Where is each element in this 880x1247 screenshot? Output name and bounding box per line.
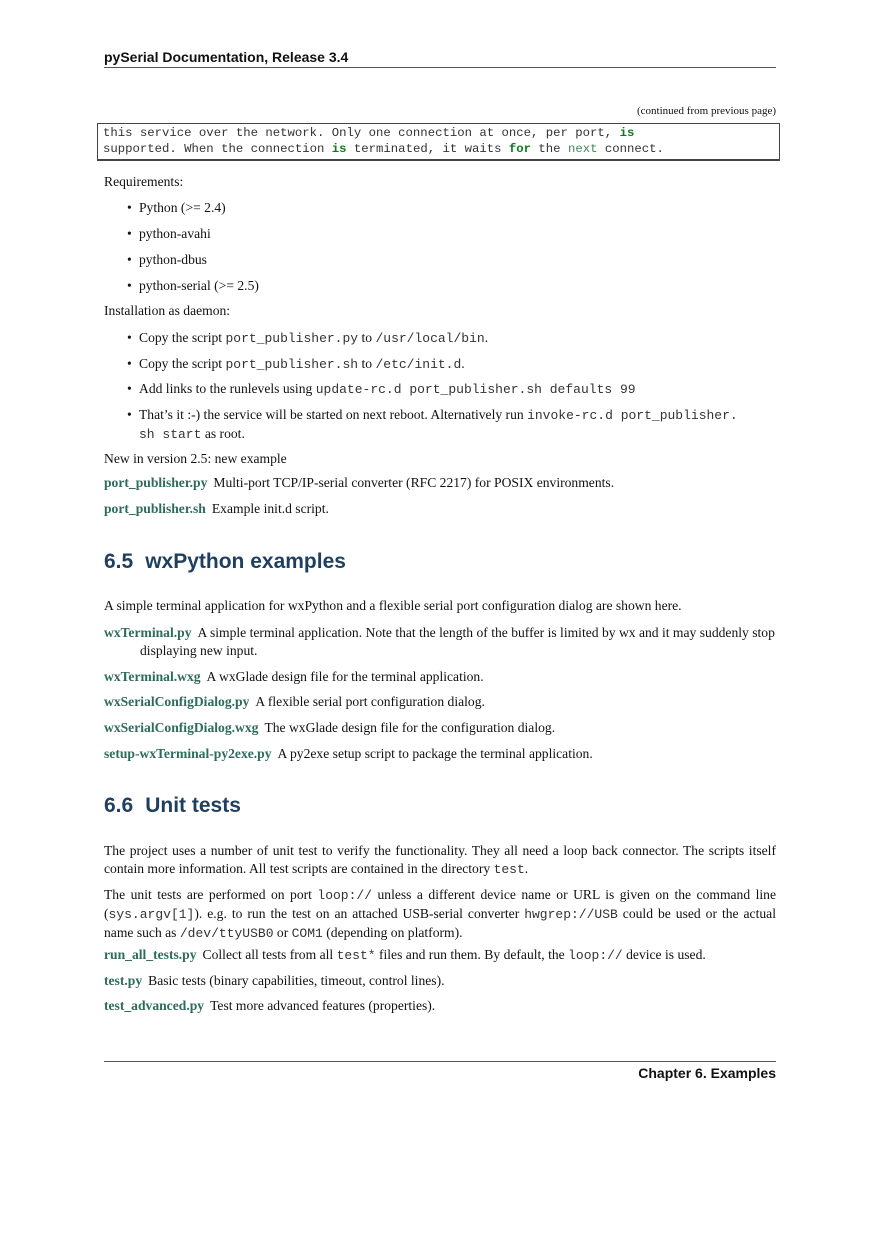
code-literal: test [493,862,525,877]
text: as root. [201,426,245,441]
list-item: • Python (>= 2.4) [127,199,777,217]
file-link[interactable]: wxTerminal.wxg [104,669,201,684]
code-literal: port_publisher.py [225,331,359,346]
running-header: pySerial Documentation, Release 3.4 [104,49,349,65]
text: unless a different device name or URL is given on the command line ( [104,887,776,921]
file-entry [104,693,776,711]
requirements-label: Requirements: [104,174,184,189]
file-description: The wxGlade design file for the configuration dialog. [264,720,556,735]
file-description: A simple terminal application. Note that the length of the buffer is limited by wx and it may suddenly stop displaying new input. [140,625,775,658]
file-entry [104,745,776,763]
code-literal: invoke-rc.d port_publisher. [527,408,738,423]
list-item: • python-serial (>= 2.5) [127,277,777,295]
code-literal: /usr/local/bin [375,331,485,346]
text: to [358,330,376,345]
list-text: python-dbus [139,252,207,267]
list-text: python-serial (>= 2.5) [139,278,259,293]
text: could be used or the actual name such as [104,906,776,940]
paragraph: A simple terminal application for wxPython and a flexible serial port configuration dialog are shown here. [104,598,682,613]
list-item: • python-avahi [127,225,777,243]
code-keyword: is [619,126,635,140]
text: Copy the script [139,356,226,371]
file-description: Basic tests (binary capabilities, timeout, control lines). [148,973,445,988]
text: ). e.g. to run the test on an attached USB-serial converter [194,906,525,921]
code-text: supported. When the connection [103,142,332,156]
file-link[interactable]: test.py [104,973,143,988]
file-description: A wxGlade design file for the terminal application. [206,669,484,684]
section-title: Unit tests [145,794,241,817]
text: Add links to the runlevels using [139,381,316,396]
code-literal: hwgrep://USB [524,907,618,922]
file-description: A flexible serial port configuration dialog. [255,694,485,709]
list-text: python-avahi [139,226,211,241]
section-heading-6-6 [104,794,241,818]
text: (depending on platform). [322,925,463,940]
text: device is used. [622,947,706,962]
code-literal: /dev/ttyUSB0 [179,926,274,941]
text: files and run them. By default, the [375,947,569,962]
code-literal: loop:// [568,948,623,963]
file-link[interactable]: setup-wxTerminal-py2exe.py [104,746,272,761]
code-literal: loop:// [317,888,373,903]
code-text: the [531,142,568,156]
file-description: Test more advanced features (properties). [210,998,436,1013]
text: That’s it :-) the service will be started on next reboot. Alternatively run [139,407,528,422]
list-item: • Copy the script port_publisher.sh to /etc/init.d. [127,356,465,372]
code-literal: /etc/init.d [375,357,462,372]
paragraph [104,842,776,879]
code-literal: sys.argv[1] [108,907,195,922]
text: . [484,330,489,345]
code-builtin: next [567,142,598,156]
version-note: New in version 2.5: new example [104,451,287,466]
text: The unit tests are performed on port [104,887,318,902]
file-entry [104,668,776,686]
code-literal: COM1 [291,926,323,941]
code-literal: sh start [139,427,202,442]
text: to [358,356,376,371]
file-link[interactable]: port_publisher.sh [104,501,206,516]
section-heading-6-5 [104,550,346,574]
code-literal: port_publisher.sh [225,357,359,372]
text: or [273,925,292,940]
file-link[interactable]: test_advanced.py [104,998,205,1013]
file-description: Collect all tests from all [202,947,337,962]
code-keyword: for [508,142,532,156]
file-entry [104,997,776,1015]
code-keyword: is [331,142,347,156]
file-entry [104,946,776,965]
section-number: 6.6 [104,794,134,817]
file-entry [104,972,776,990]
file-link[interactable]: port_publisher.py [104,475,208,490]
file-description: A py2exe setup script to package the terminal application. [277,746,593,761]
section-number: 6.5 [104,550,134,573]
header-rule [104,67,776,68]
file-entry [104,719,776,737]
code-text: connect. [597,142,664,156]
file-entry [104,624,776,660]
paragraph [104,886,776,943]
file-description: Example init.d script. [211,501,329,516]
text: . [461,356,465,371]
list-text: Python (>= 2.4) [139,200,226,215]
code-text: this service over the network. Only one connection at once, per port, [103,126,620,140]
text: Copy the script [139,330,226,345]
code-literal: update-rc.d port_publisher.sh defaults 99 [315,382,636,397]
section-title: wxPython examples [145,550,346,573]
file-entry [104,500,776,518]
code-block [97,123,780,161]
list-item: • Copy the script port_publisher.py to /usr/local/bin. [127,330,489,346]
file-link[interactable]: run_all_tests.py [104,947,197,962]
footer-chapter: Chapter 6. Examples [638,1065,776,1081]
text: . [524,861,529,876]
text: The project uses a number of unit test to verify the functionality. They all need a loop back connector. The scripts itself contain more information. All test scripts are contained in the directory [104,843,776,876]
footer-rule [104,1061,776,1062]
file-entry [104,474,776,492]
file-description: Multi-port TCP/IP-serial converter (RFC 2217) for POSIX environments. [213,475,615,490]
install-label: Installation as daemon: [104,303,231,318]
file-link[interactable]: wxSerialConfigDialog.py [104,694,250,709]
file-link[interactable]: wxTerminal.py [104,625,192,640]
list-item: • Add links to the runlevels using update-rc.d port_publisher.sh defaults 99 [127,381,636,397]
file-link[interactable]: wxSerialConfigDialog.wxg [104,720,259,735]
list-item: • python-dbus [127,251,777,269]
code-literal: test* [336,948,376,963]
list-item: • That’s it :-) the service will be started on next reboot. Alternatively run invoke-rc.d port_publisher. sh start as root. [127,407,738,442]
code-text: terminated, it waits [346,142,509,156]
continued-note: (continued from previous page) [637,105,776,117]
